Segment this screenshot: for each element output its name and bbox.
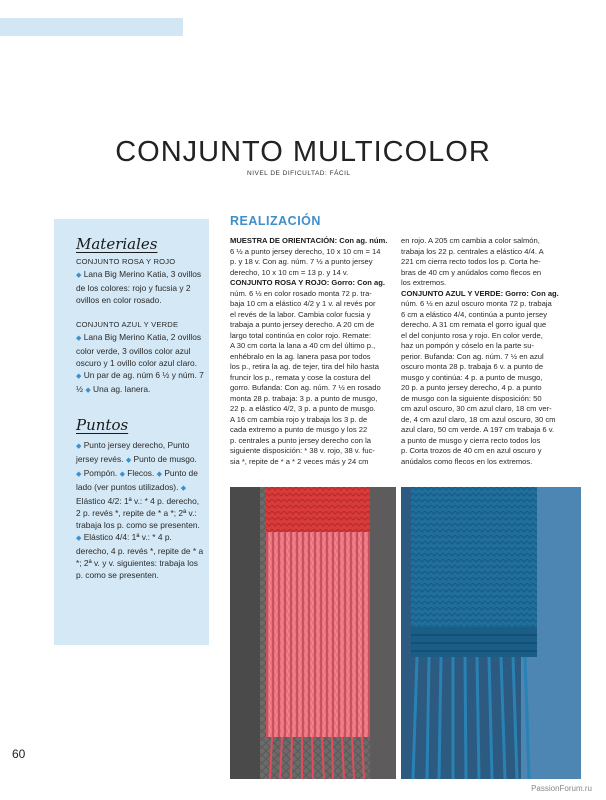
- page-title: CONJUNTO MULTICOLOR: [115, 136, 491, 168]
- set1-text: ◆ Lana Big Merino Katia, 3 ovillos de los colores: rojo y fucsia y 2 ovillos en color rosado.: [76, 269, 202, 305]
- instructions-column-2: en rojo. A 205 cm cambia a color salmón, trabaja los 22 p. centrales a elástico 4/4. A 221 cm cierra recto todos los p. Corta he- bras de 40 cm y anúdalos como flecos en los extremos. CONJUNTO AZUL Y VERDE: Gorro: Con ag. núm. 6 ½ en azul oscuro monta 72 p. trabaja 6 cm a elástico 4/4, continúa a punto jersey derecho. A 31 cm remata el gorro igual que el del conjunto rosa y rojo. En color verde, haz un pompón y cóselo en la parte su- perior. Bufanda: Con ag. núm. 7 ½ en azul oscuro monta 28 p. trabaja 6 v. a punto de musgo y continúa: 4 p. a punto de musgo, 20 p. a punto jersey derecho, 4 p. a punto de musgo con la siguiente disposición: 50 cm azul oscuro, 30 cm azul claro, 18 cm ver- de, 4 cm azul claro, 18 cm azul oscuro, 30 cm azul claro, 50 cm verde. A 197 cm trabaja 6 v. a punto de musgo y cierra recto todos los p. Corta trozos de 40 cm en azul oscuro y anúdalos como flecos en los extremos.: [401, 236, 559, 466]
- materials-heading: Materiales: [76, 235, 158, 253]
- diamond-bullet-icon: ◆: [76, 335, 82, 342]
- diamond-bullet-icon: ◆: [76, 443, 82, 450]
- watermark: PassionForum.ru: [531, 784, 592, 793]
- set2-title: CONJUNTO AZUL Y VERDE: [76, 320, 179, 329]
- materials-sidebar: [54, 219, 209, 645]
- page-number: 60: [12, 747, 26, 761]
- scarf-photo-red-pink: [230, 487, 396, 779]
- scarf-blue-illustration: [401, 487, 581, 779]
- header-color-bar: [0, 18, 183, 36]
- stitches-list: ◆ Punto jersey derecho, Punto jersey revés. ◆ Punto de musgo. ◆ Pompón. ◆ Flecos. ◆ Punto de lado (ver puntos utilizados). ◆ Elástico 4/2: 1ª v.: * 4 p. derecho, 2 p. revés *, repite de * a *; 2ª v.: trabaja los p. como se presenten. ◆ Elástico 4/4: 1ª v.: * 4 p. derecho, 4 p. revés *, repite de * a *; 2ª v. y v. siguientes: trabaja los p. como se presenten.: [76, 440, 204, 580]
- diamond-bullet-icon: ◆: [125, 457, 132, 464]
- stitches-heading: Puntos: [76, 416, 129, 434]
- diamond-bullet-icon: ◆: [156, 471, 163, 478]
- scarf-red-pink-illustration: [230, 487, 396, 779]
- diamond-bullet-icon: ◆: [76, 373, 82, 380]
- diamond-bullet-icon: ◆: [180, 485, 187, 492]
- diamond-bullet-icon: ◆: [76, 535, 82, 542]
- diamond-bullet-icon: ◆: [76, 272, 82, 279]
- diamond-bullet-icon: ◆: [119, 471, 125, 478]
- scarf-photo-blue: [401, 487, 581, 779]
- set2-text: ◆ Lana Big Merino Katia, 2 ovillos color verde, 3 ovillos color azul oscuro y 1 ovillo color azul claro. ◆ Un par de ag. núm 6 ½ y núm. 7 ½ ◆ Una ag. lanera.: [76, 332, 204, 394]
- section-heading: REALIZACIÓN: [230, 214, 321, 228]
- instructions-column-1: MUESTRA DE ORIENTACIÓN: Con ag. núm. 6 ½ a punto jersey derecho, 10 x 10 cm = 14 p. y 18 v. Con ag. núm. 7 ½ a punto jersey derecho, 10 x 10 cm = 13 p. y 14 v. CONJUNTO ROSA Y ROJO: Gorro: Con ag. núm. 6 ½ en color rosado monta 72 p. tra- baja 10 cm a elástico 4/2 y 1 v. al revés por el revés de la labor. Cambia color fucsia y trabaja a punto jersey derecho. A 20 cm de largo total continúa en color rojo. Remate: A 30 cm corta la lana a 40 cm del último p., enhébralo en la ag. lanera pasa por todos los p., retira la ag. de tejer, tira del hilo hasta fruncir los p., remata y cose la costura del gorro. Bufanda: Con ag. núm. 7 ½ en rosado monta 28 p. trabaja: 3 p. a punto de musgo, 22 p. a elástico 4/2, 3 p. a punto de musgo. A 16 cm cambia rojo y trabaja los 3 p. de cada extremo a punto de musgo y los 22 p. centrales a punto jersey derecho con la siguiente disposición: * 38 v. rojo, 38 v. fuc- sia *, repite de * a * 2 veces más y 24 cm: [230, 236, 388, 466]
- difficulty-level: NIVEL DE DIFICULTAD: FÁCIL: [247, 170, 351, 177]
- set1-title: CONJUNTO ROSA Y ROJO: [76, 257, 176, 266]
- diamond-bullet-icon: ◆: [85, 387, 91, 394]
- diamond-bullet-icon: ◆: [76, 471, 82, 478]
